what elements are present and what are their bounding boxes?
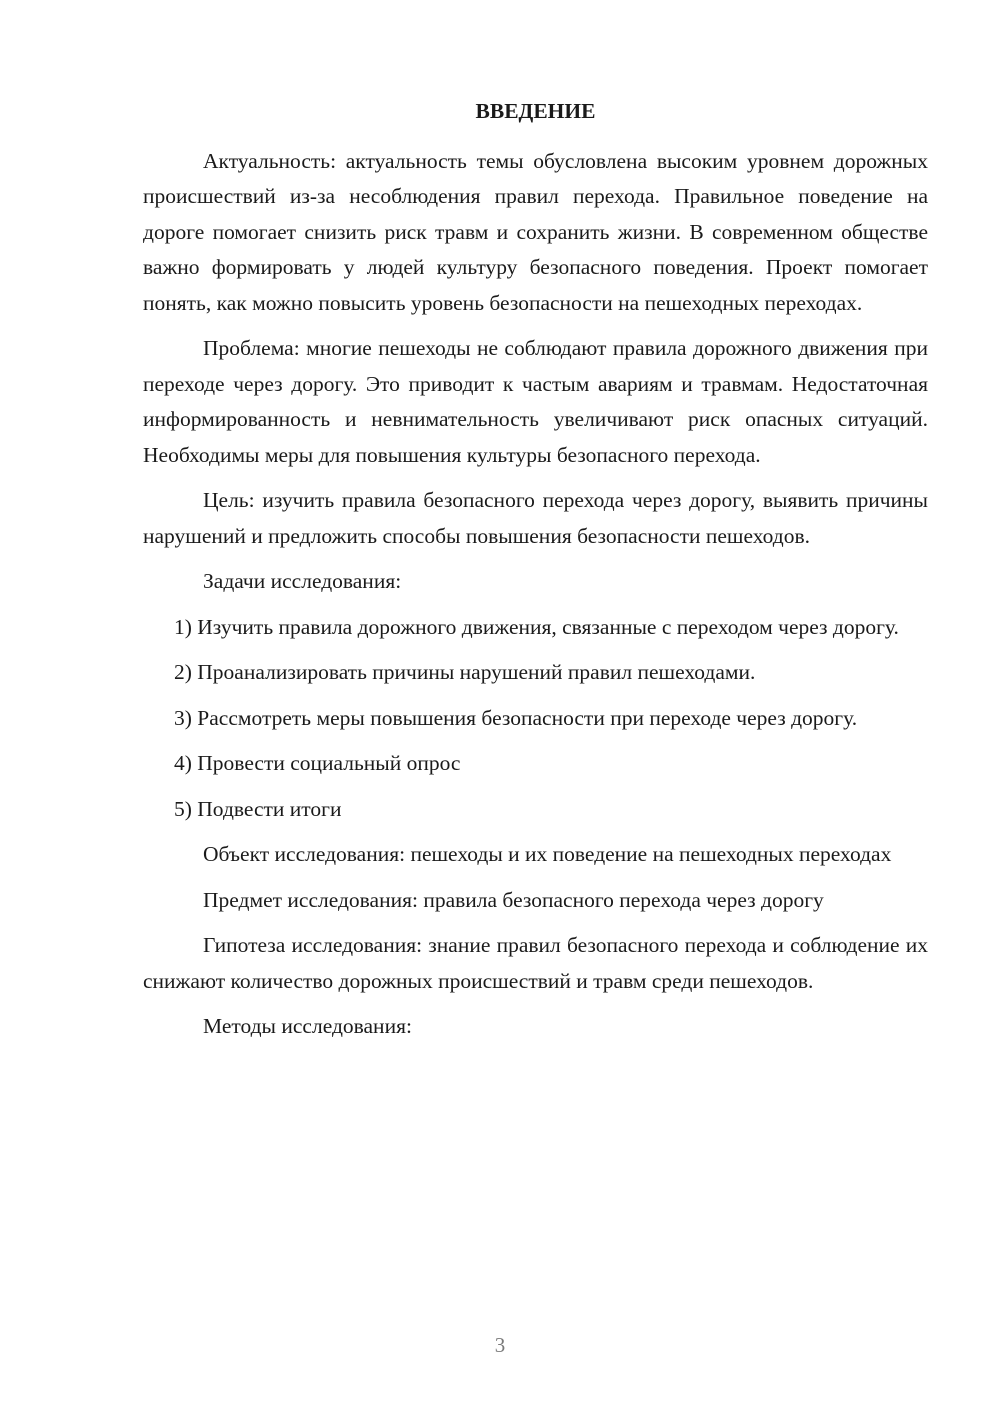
methods-heading: Методы исследования: [203,1014,412,1038]
page-number: 3 [494,1333,506,1357]
task-item: 1) Изучить правила дорожного движения, связанные с переходом через дорогу. [174,614,899,639]
goal-paragraph: Цель: изучить правила безопасного перехода через дорогу, выявить причины нарушений и предложить способы повышения безопасности пешеходов. [143,488,928,548]
object-paragraph: Объект исследования: пешеходы и их поведение на пешеходных переходах [203,842,892,866]
document-body [143,94,928,1055]
tasks-heading: Задачи исследования: [203,569,402,593]
task-item: 4) Провести социальный опрос [174,751,461,775]
task-item: 3) Рассмотреть меры повышения безопасности при переходе через дорогу. [174,705,858,730]
task-item: 5) Подвести итоги [174,796,342,821]
problem-paragraph: Проблема: многие пешеходы не соблюдают правила дорожного движения при переходе через дорогу. Это приводит к частым авариям и травмам. Недостаточная информированность и невнимательность увеличивают риск опасных ситуаций. Необходимы меры для повышения культуры безопасного перехода. [143,336,928,467]
section-title: ВВЕДЕНИЕ [475,99,596,123]
task-item: 2) Проанализировать причины нарушений правил пешеходами. [174,660,756,684]
hypothesis-paragraph: Гипотеза исследования: знание правил безопасного перехода и соблюдение их снижают количество дорожных происшествий и травм среди пешеходов. [143,933,928,993]
subject-paragraph: Предмет исследования: правила безопасного перехода через дорогу [203,887,824,912]
relevance-paragraph: Актуальность: актуальность темы обусловлена высоким уровнем дорожных происшествий из-за несоблюдения правил перехода. Правильное поведение на дороге помогает снизить риск травм и сохранить жизни. В современном обществе важно формировать у людей культуру безопасного поведения. Проект помогает понять, как можно повысить уровень безопасности на пешеходных переходах. [143,148,928,315]
